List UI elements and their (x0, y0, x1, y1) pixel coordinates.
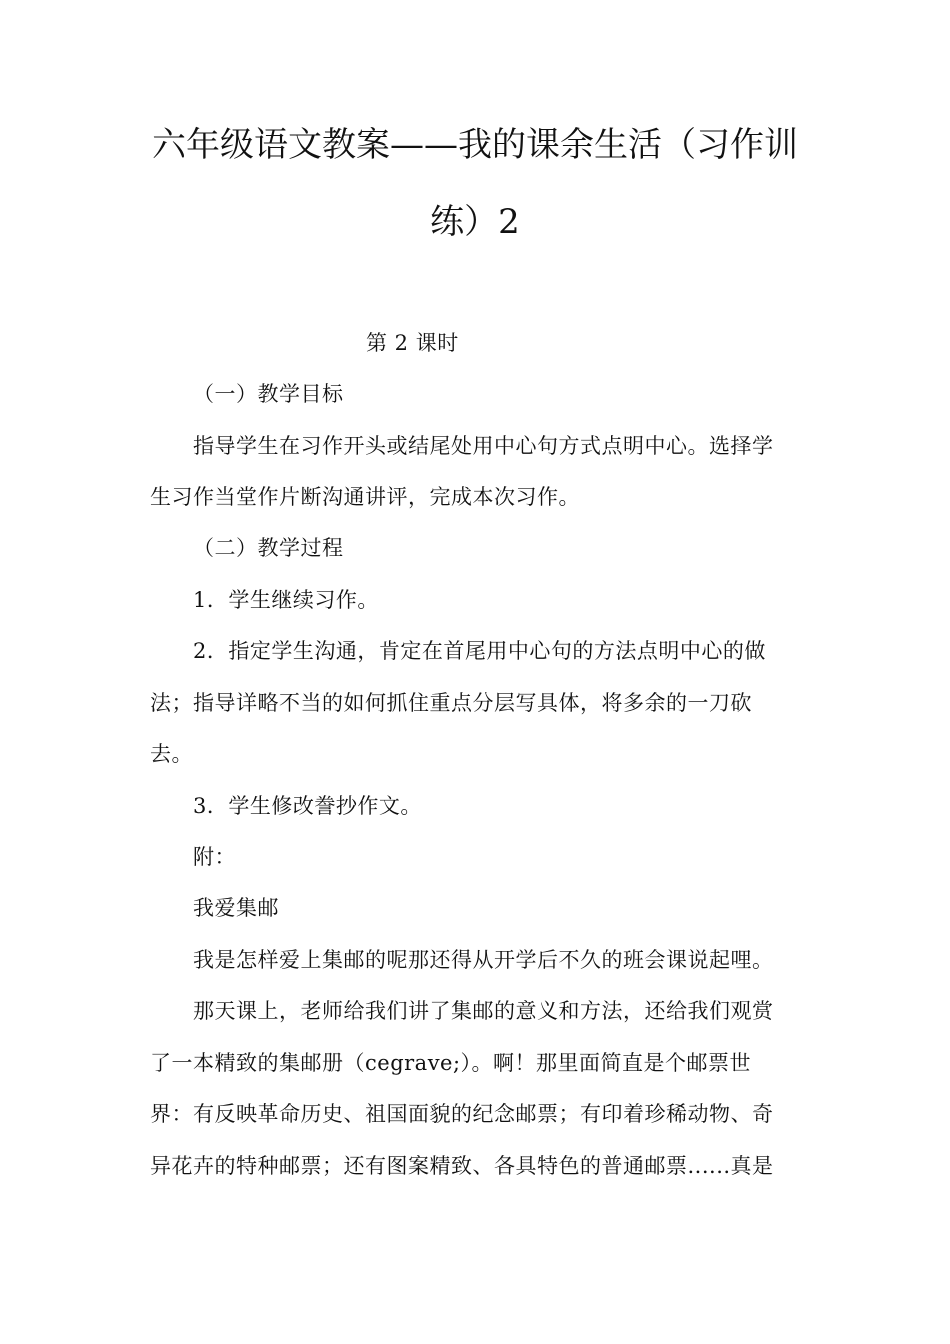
essay-paragraph-1: 我是怎样爱上集邮的呢那还得从开学后不久的班会课说起哩。 (193, 948, 774, 972)
essay-paragraph-2-line-3: 界：有反映革命历史、祖国面貌的纪念邮票；有印着珍稀动物、奇 (150, 1102, 774, 1126)
essay-title: 我爱集邮 (193, 896, 279, 920)
document-title-line-2 (120, 202, 830, 242)
lesson-number: 第 2 课时 (366, 331, 459, 355)
step-3: 3．学生修改誊抄作文。 (193, 794, 422, 818)
document-title-line-2-text: 练）2 (430, 202, 520, 242)
section-heading-process: （二）教学过程 (193, 536, 344, 560)
step-2-line-1: 2．指定学生沟通，肯定在首尾用中心句的方法点明中心的做 (193, 639, 766, 663)
step-2-line-3: 去。 (150, 742, 193, 766)
goal-paragraph-line-1: 指导学生在习作开头或结尾处用中心句方式点明中心。选择学 (193, 434, 774, 458)
document-title-line-1: 六年级语文教案——我的课余生活（习作训 (152, 125, 798, 165)
step-1: 1．学生继续习作。 (193, 588, 379, 612)
goal-paragraph-line-2: 生习作当堂作片断沟通讲评，完成本次习作。 (150, 485, 580, 509)
essay-paragraph-2-line-4: 异花卉的特种邮票；还有图案精致、各具特色的普通邮票......真是 (150, 1154, 774, 1178)
essay-paragraph-2-line-2: 了一本精致的集邮册（cegrave;）。啊！那里面简直是个邮票世 (150, 1051, 752, 1075)
section-heading-goals: （一）教学目标 (193, 382, 344, 406)
appendix-label: 附： (193, 845, 236, 869)
essay-paragraph-2-line-1: 那天课上，老师给我们讲了集邮的意义和方法，还给我们观赏 (193, 999, 774, 1023)
step-2-line-2: 法；指导详略不当的如何抓住重点分层写具体，将多余的一刀砍 (150, 691, 752, 715)
